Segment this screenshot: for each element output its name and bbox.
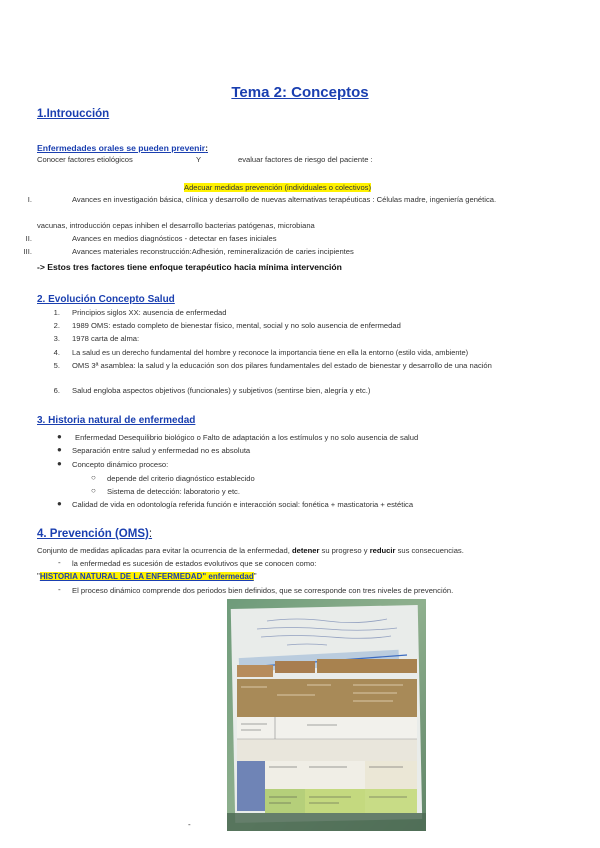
s2-item-6-text: Salud engloba aspectos objetivos (funcionales) y subjetivos (sentirse bien, alegría y etc.): [72, 386, 371, 395]
s1-item-1-text: Avances en investigación básica, clínica y desarrollo de nuevas alternativas terapéuticas : Células madre, ingeniería genética.: [72, 195, 497, 204]
s1-subheading: [37, 143, 208, 153]
s3-sub-1: depende del criterio diagnóstico establecido: [107, 474, 255, 483]
s1-conclusion: -> Estos tres factores tiene enfoque terapéutico hacia mínima intervención: [37, 262, 342, 272]
s4-trailing-dash: -: [188, 820, 191, 829]
s4-p1a: Conjunto de medidas aplicadas para evitar la ocurrencia de la enfermedad,: [37, 546, 290, 555]
s3-sub-2-dot: ○: [91, 486, 96, 495]
s1-item-1-number: I.: [27, 195, 32, 204]
section-1-heading: 1.Introucción: [37, 108, 110, 120]
s3-bullet-4-dot: ●: [57, 499, 62, 508]
s4-paragraph: [37, 546, 464, 556]
slide-photo: [227, 599, 426, 831]
s4-history-line: [37, 572, 257, 582]
s1-sub-colon: :: [205, 143, 208, 153]
s4-p1e: sus consecuencias.: [397, 546, 464, 555]
section-2-heading: 2. Evolución Concepto Salud: [37, 294, 175, 305]
s4-quote-close: ": [253, 572, 257, 581]
s2-item-2-number: 2.: [53, 321, 60, 330]
s4-dash-1: -: [58, 558, 61, 567]
s2-item-5-text: OMS 3ª asamblea: la salud y la educación son dos pilares fundamentales del estado de bienestar y desarrollo de una nación: [72, 361, 492, 370]
s4-p1c: su progreso y: [321, 546, 368, 555]
s2-item-6-number: 6.: [53, 386, 60, 395]
s2-item-2-text: 1989 OMS: estado completo de bienestar físico, mental, social y no solo ausencia de enfermedad: [72, 321, 401, 330]
s4-dash-1-text: la enfermedad es sucesión de estados evolutivos que se conocen como:: [72, 559, 317, 568]
s3-bullet-2-dot: ●: [57, 445, 62, 454]
s3-bullet-4: Calidad de vida en odontología referida función e interacción social: fonética + masticatoria + estética: [72, 500, 414, 509]
s3-bullet-1-dot: ●: [57, 432, 62, 441]
s1-vacunas: vacunas, introducción cepas inhiben el desarrollo bacterias patógenas, microbiana: [37, 221, 315, 230]
s1-line1c: evaluar factores de riesgo del paciente :: [238, 155, 373, 164]
s1-line1b: Y: [196, 155, 202, 164]
s4-heading-colon: :: [148, 528, 153, 540]
s1-item-2-number: II.: [25, 234, 32, 243]
s1-item-3-text: Avances materiales reconstrucción:Adhesión, remineralización de caries incipientes: [72, 247, 354, 256]
s4-p1b: detener: [291, 546, 320, 555]
s4-dash-2-text: El proceso dinámico comprende dos periodos bien definidos, que se corresponde con tres niveles de prevención.: [72, 586, 454, 595]
s2-item-1-text: Principios siglos XX: ausencia de enfermedad: [72, 308, 227, 317]
s1-sub-text: Enfermedades orales se pueden prevenir: [37, 143, 206, 153]
s3-bullet-3-dot: ●: [57, 459, 62, 468]
s3-bullet-2: Separación entre salud y enfermedad no es absoluta: [72, 446, 251, 455]
section-3-heading: 3. Historia natural de enfermedad: [37, 415, 196, 426]
s1-line1a: Conocer factores etiológicos: [37, 155, 133, 164]
s2-item-3-text: 1978 carta de alma:: [72, 334, 140, 343]
s2-item-3-number: 3.: [53, 334, 60, 343]
s4-dash-2: -: [58, 585, 61, 594]
s3-bullet-1: Enfermedad Desequilibrio biológico o Falto de adaptación a los estímulos y no solo ausencia de salud: [75, 433, 419, 442]
s4-p1d: reducir: [369, 546, 396, 555]
s2-item-4-number: 4.: [53, 348, 60, 357]
s3-sub-1-dot: ○: [91, 473, 96, 482]
slide-photo-graphic: [227, 599, 426, 831]
s3-sub-2: Sistema de detección: laboratorio y etc.: [107, 487, 240, 496]
s2-item-5-number: 5.: [53, 361, 60, 370]
s1-highlight: Adecuar medidas prevención (individuales o colectivos): [184, 183, 371, 192]
s2-item-4-text: La salud es un derecho fundamental del hombre y reconoce la importancia tiene en ella la entorno (estilo vida, ambiente): [72, 348, 469, 357]
s1-item-3-number: III.: [23, 247, 32, 256]
s4-quote-open: ": [37, 572, 40, 581]
section-4-heading: [37, 528, 152, 540]
page-title: Tema 2: Conceptos: [231, 84, 369, 101]
s4-history-highlight: HISTORIA NATURAL DE LA ENFERMEDAD" enfermedad: [39, 572, 254, 581]
s1-item-2-text: Avances en medios diagnósticos - detectar en fases iniciales: [72, 234, 277, 243]
s2-item-1-number: 1.: [53, 308, 60, 317]
s3-bullet-3: Concepto dinámico proceso:: [72, 460, 169, 469]
s1-highlight-line: [184, 183, 371, 193]
s4-heading-text: 4. Prevención (OMS): [37, 528, 149, 540]
